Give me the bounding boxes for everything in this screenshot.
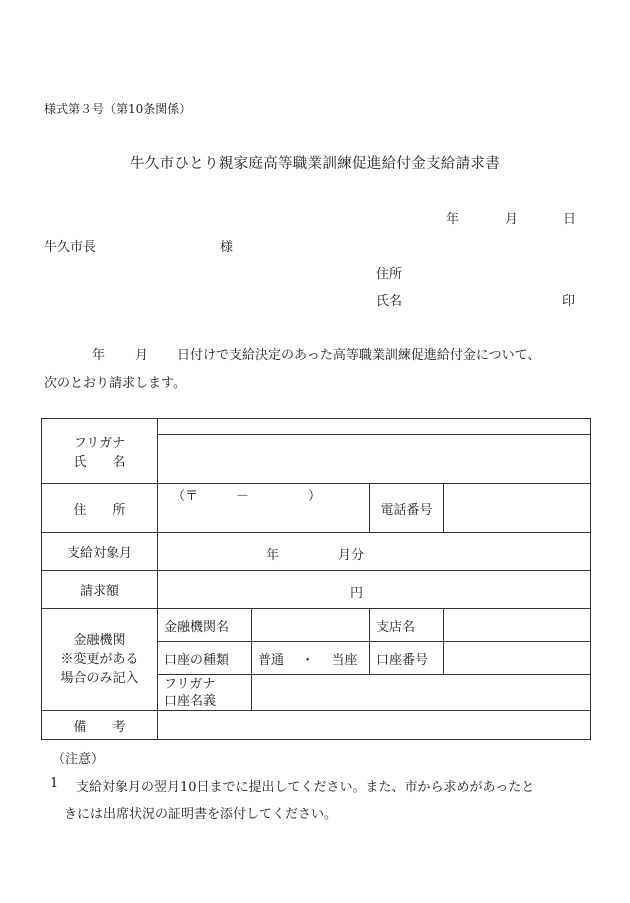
bank-label-line2: ※変更がある: [60, 652, 139, 667]
amount-label: 請求額: [42, 571, 158, 609]
payment-month-year: 年: [266, 548, 280, 563]
date-day-label: 日: [563, 212, 577, 227]
phone-input[interactable]: [444, 484, 591, 533]
statement-line2: 次のとおり請求します。: [44, 376, 186, 391]
remarks-label: 備 考: [42, 711, 158, 740]
branch-label: 支店名: [370, 609, 444, 642]
statement-month: 月: [135, 348, 149, 363]
bank-label-line3: 場合のみ記入: [60, 671, 139, 686]
bank-name-label: 金融機関名: [158, 609, 252, 642]
payment-month-input[interactable]: [158, 533, 591, 571]
branch-input[interactable]: [444, 609, 591, 642]
addressee-mayor: 牛久市長: [44, 240, 97, 255]
form-number: 様式第３号（第10条関係）: [44, 102, 192, 116]
statement-year: 年: [92, 348, 106, 363]
furigana-input[interactable]: [158, 419, 591, 435]
yen-unit: 円: [350, 586, 364, 601]
note-line1: 支給対象月の翌月10日までに提出してください。また、市から求めがあったと: [76, 780, 535, 795]
postal-close: ）: [308, 489, 322, 504]
account-type-futsu[interactable]: 普通: [258, 652, 285, 668]
account-number-label: 口座番号: [370, 642, 444, 675]
postal-dash: －: [236, 489, 250, 504]
account-holder-input[interactable]: [252, 675, 591, 711]
date-month-label: 月: [505, 212, 519, 227]
phone-label: 電話番号: [370, 484, 444, 533]
statement-line1: 日付けで支給決定のあった高等職業訓練促進給付金について、: [177, 348, 541, 363]
note-number: 1: [50, 776, 59, 791]
address-input[interactable]: [158, 484, 370, 533]
notes-heading: （注意）: [52, 752, 105, 767]
applicant-name-label: 氏名: [376, 294, 403, 309]
address-label: 住 所: [42, 484, 158, 533]
applicant-address-label: 住所: [376, 267, 403, 282]
remarks-input[interactable]: [158, 711, 591, 740]
account-holder-label: 口座名義: [164, 693, 217, 709]
amount-input[interactable]: [158, 571, 591, 609]
addressee-honorific: 様: [220, 240, 234, 255]
account-type-options[interactable]: [252, 642, 370, 675]
name-input[interactable]: [158, 435, 591, 484]
page-title: 牛久市ひとり親家庭高等職業訓練促進給付金支給請求書: [130, 156, 500, 172]
bank-name-input[interactable]: [252, 609, 370, 642]
payment-month-month: 月分: [338, 548, 365, 563]
payment-month-label: 支給対象月: [42, 533, 158, 571]
account-number-input[interactable]: [444, 642, 591, 675]
name-label: 氏 名: [73, 455, 126, 470]
request-form-table: [41, 418, 591, 740]
furigana-label: フリガナ: [73, 436, 126, 451]
note-line2: きには出席状況の証明書を添付してください。: [64, 807, 338, 822]
account-holder-furigana-label: フリガナ: [164, 676, 216, 692]
seal-mark: 印: [562, 294, 576, 309]
account-type-label: 口座の種類: [158, 642, 252, 675]
date-year-label: 年: [446, 212, 460, 227]
postal-open: （〒: [172, 489, 199, 504]
account-holder-label-cell: [158, 675, 252, 711]
bank-label-line1: 金融機関: [73, 633, 126, 648]
account-type-toza[interactable]: 当座: [331, 652, 358, 668]
name-label-cell: [42, 419, 158, 484]
bank-label-cell: [42, 609, 158, 711]
account-type-separator: ・: [301, 652, 315, 668]
